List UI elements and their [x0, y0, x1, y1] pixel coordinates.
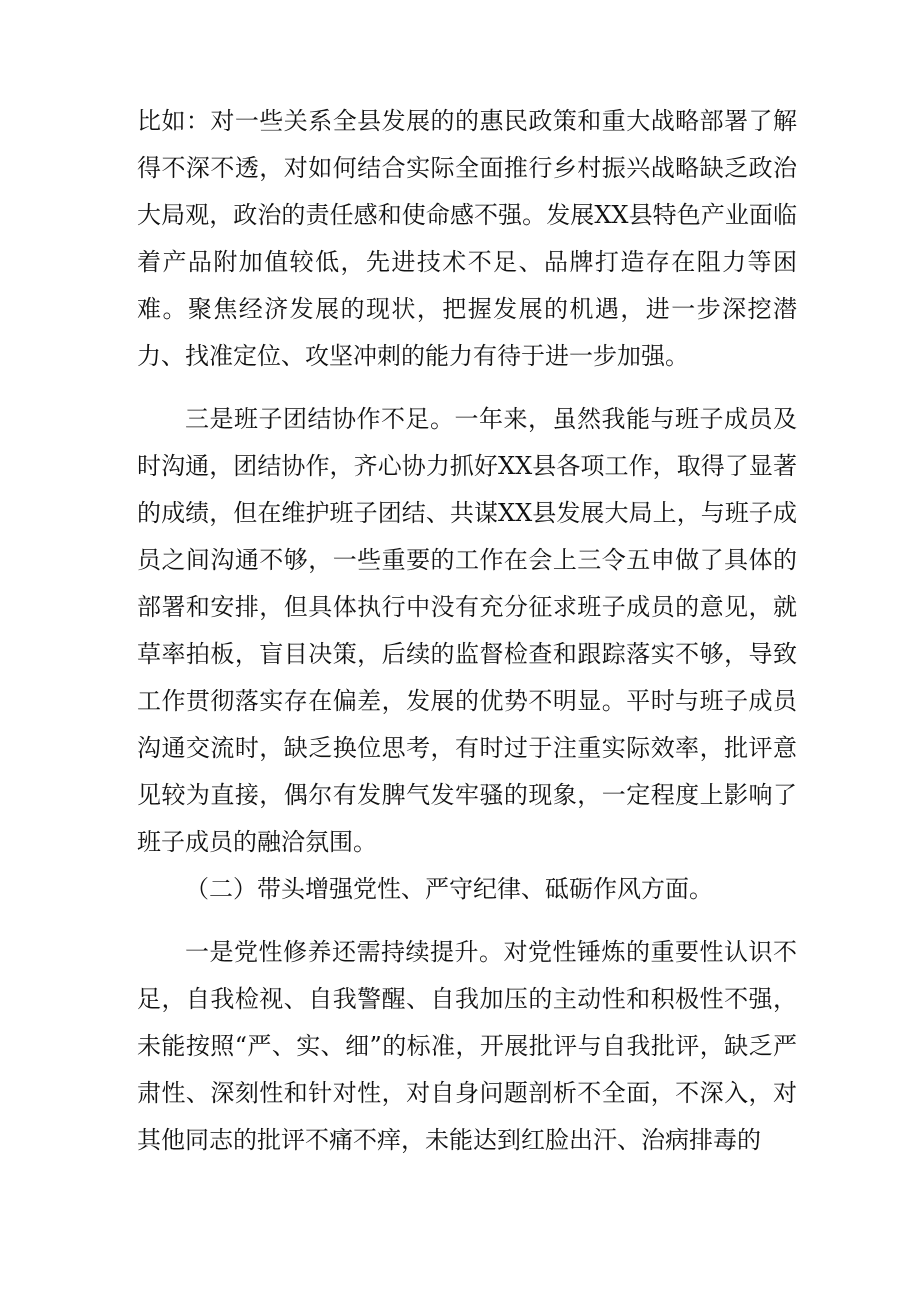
paragraph-continuation: 比如：对一些关系全县发展的的惠民政策和重大战略部署了解得不深不透，对如何结合实际全面推行乡村振兴战略缺乏政治大局观，政治的责任感和使命感不强。发展XX县特色产业面临着产品附加值较低，先进技术不足、品牌打造存在阻力等困难。聚焦经济发展的现状，把握发展的机遇，进一步深挖潜力、找准定位、攻坚冲刺的能力有待于进一步加强。: [137, 107, 797, 370]
paragraph-team-cooperation: 三是班子团结协作不足。一年来，虽然我能与班子成员及时沟通，团结协作，齐心协力抓好XX县各项工作，取得了显著的成绩，但在维护班子团结、共谋XX县发展大局上，与班子成员之间沟通不够，一些重要的工作在会上三令五申做了具体的部署和安排，但具体执行中没有充分征求班子成员的意见，就草率拍板，盲目决策，后续的监督检查和跟踪落实不够，导致工作贯彻落实存在偏差，发展的优势不明显。平时与班子成员沟通交流时，缺乏换位思考，有时过于注重实际效率，批评意见较为直接，偶尔有发脾气发牢骚的现象，一定程度上影响了班子成员的融洽氛围。: [137, 405, 797, 856]
paragraph-party-spirit: 一是党性修养还需持续提升。对党性锤炼的重要性认识不足，自我检视、自我警醒、自我加压的主动性和积极性不强，未能按照“严、实、细”的标准，开展批评与自我批评，缺乏严肃性、深刻性和针对性，对自身问题剖析不全面，不深入，对其他同志的批评不痛不痒，未能达到红脸出汗、治病排毒的: [137, 938, 797, 1154]
document-body: [137, 98, 797, 1164]
section-heading: （二）带头增强党性、严守纪律、砥砺作风方面。: [185, 875, 713, 903]
